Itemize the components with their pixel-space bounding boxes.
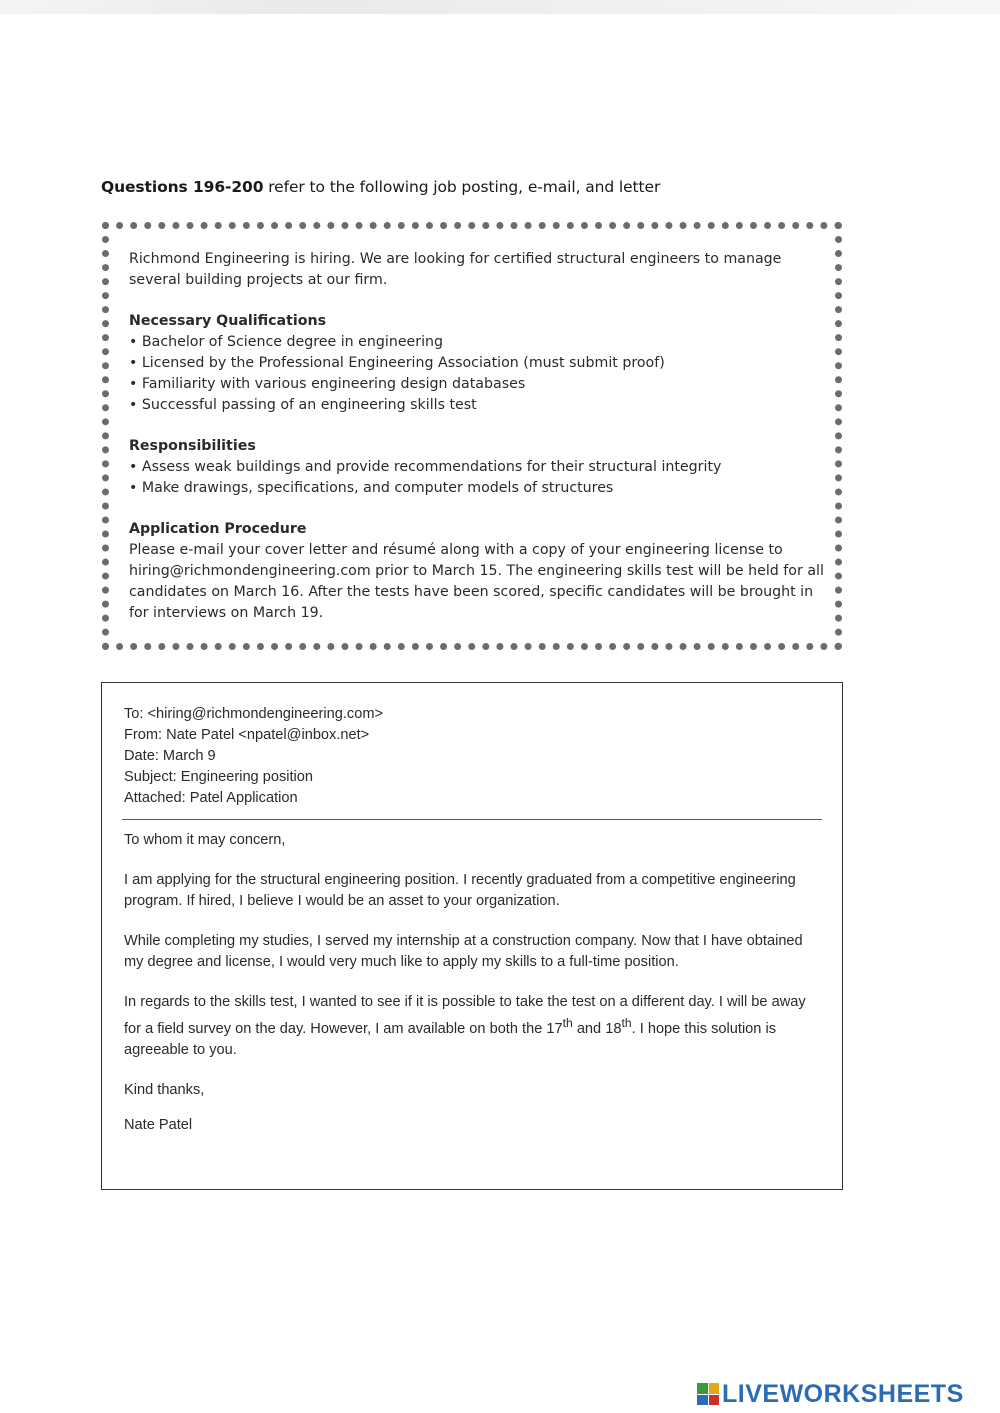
- liveworksheets-logo: [697, 1380, 993, 1408]
- email-from: From: Nate Patel <npatel@inbox.net>: [124, 727, 370, 743]
- liveworksheets-wordmark: LIVEWORKSHEETS: [722, 1379, 964, 1408]
- email-attached: Attached: Patel Application: [124, 790, 298, 806]
- email-subject: Subject: Engineering position: [124, 769, 314, 785]
- qualification-item: • Licensed by the Professional Engineering Association (must submit proof): [129, 353, 829, 374]
- questions-range: Questions 196-200: [101, 178, 264, 196]
- responsibilities-title: Responsibilities: [129, 438, 256, 454]
- email-header: [124, 704, 814, 809]
- qualification-item: • Familiarity with various engineering design databases: [129, 374, 829, 395]
- liveworksheets-icon: [697, 1383, 719, 1405]
- scan-edge: [0, 0, 1000, 14]
- posting-intro: Richmond Engineering is hiring. We are looking for certified structural engineers to manage several building projects at our firm.: [129, 251, 782, 288]
- email-closing: Kind thanks,: [124, 1081, 205, 1098]
- email-box: [101, 682, 843, 1190]
- email-body: [124, 830, 814, 1155]
- job-posting-box: [102, 222, 842, 650]
- email-signature: Nate Patel: [124, 1116, 193, 1133]
- email-greeting: To whom it may concern,: [124, 832, 286, 848]
- job-posting-content: [129, 249, 829, 624]
- header-divider: [122, 819, 822, 820]
- qualifications-title: Necessary Qualifications: [129, 313, 327, 329]
- qualification-item: • Bachelor of Science degree in engineering: [129, 332, 829, 353]
- procedure-text: Please e-mail your cover letter and résumé along with a copy of your engineering license to hiring@richmondengineering.com prior to March 15. The engineering skills test will be held for all candidates on March 16. After the tests have been scored, specific candidates will be brought in for interviews on March 19.: [129, 542, 824, 621]
- responsibility-item: • Assess weak buildings and provide recommendations for their structural integrity: [129, 457, 829, 478]
- responsibility-item: • Make drawings, specifications, and computer models of structures: [129, 478, 829, 499]
- qualification-item: • Successful passing of an engineering skills test: [129, 395, 829, 416]
- email-paragraph-1: I am applying for the structural engineering position. I recently graduated from a competitive engineering program. If hired, I believe I would be an asset to your organization.: [124, 872, 796, 909]
- email-date: Date: March 9: [124, 748, 216, 764]
- email-paragraph-3: In regards to the skills test, I wanted to see if it is possible to take the test on a different day. I will be away for a field survey on the day. However, I am available on both the 17th and 18th. I hope this solution is agreeable to you.: [124, 994, 806, 1058]
- questions-heading: [101, 178, 861, 196]
- email-paragraph-2: While completing my studies, I served my internship at a construction company. Now that I have obtained my degree and license, I would very much like to apply my skills to a full-time position.: [124, 933, 803, 970]
- questions-instruction: refer to the following job posting, e-mail, and letter: [263, 178, 661, 196]
- email-to: To: <hiring@richmondengineering.com>: [124, 706, 383, 722]
- procedure-title: Application Procedure: [129, 521, 307, 537]
